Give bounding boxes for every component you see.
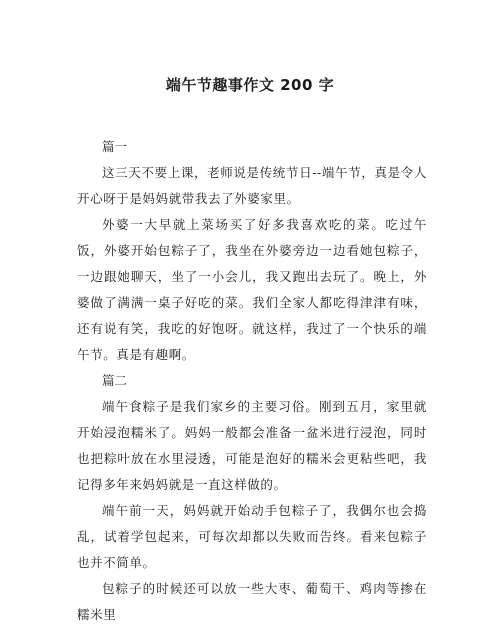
- paragraph: 外婆一大早就上菜场买了好多我喜欢吃的菜。吃过午饭，外婆开始包粽子了，我坐在外婆旁边一边看她包粽子，一边跟她聊天，坐了一小会儿，我又跑出去玩了。晚上，外婆做了满满一桌子好吃的菜。我们全家人都吃得津津有味，还有说有笑，我吃的好饱呀。就这样，我过了一个快乐的端午节。真是有趣啊。: [77, 217, 427, 362]
- section-heading-2: 篇二: [102, 373, 128, 388]
- essay-body: [77, 134, 427, 628]
- paragraph: 包粽子的时候还可以放一些大枣、葡萄干、鸡肉等掺在糯米里: [77, 581, 427, 622]
- paragraph: 端午食粽子是我们家乡的主要习俗。刚到五月，家里就开始浸泡糯米了。妈妈一般都会准备一盆米进行浸泡，同时也把粽叶放在水里浸透，可能是泡好的糯米会更粘些吧，我记得多年来妈妈就是一直这样做的。: [77, 399, 427, 492]
- page-title: 端午节趣事作文 200 字: [165, 76, 335, 94]
- paragraph: 端午前一天，妈妈就开始动手包粽子了，我偶尔也会捣乱，试着学包起来，可每次却都以失败而告终。看来包粽子也并不简单。: [77, 503, 427, 570]
- section-heading-1: 篇一: [102, 139, 128, 154]
- paragraph: 这三天不要上课，老师说是传统节日--端午节，真是令人开心呀于是妈妈就带我去了外婆家里。: [77, 165, 427, 206]
